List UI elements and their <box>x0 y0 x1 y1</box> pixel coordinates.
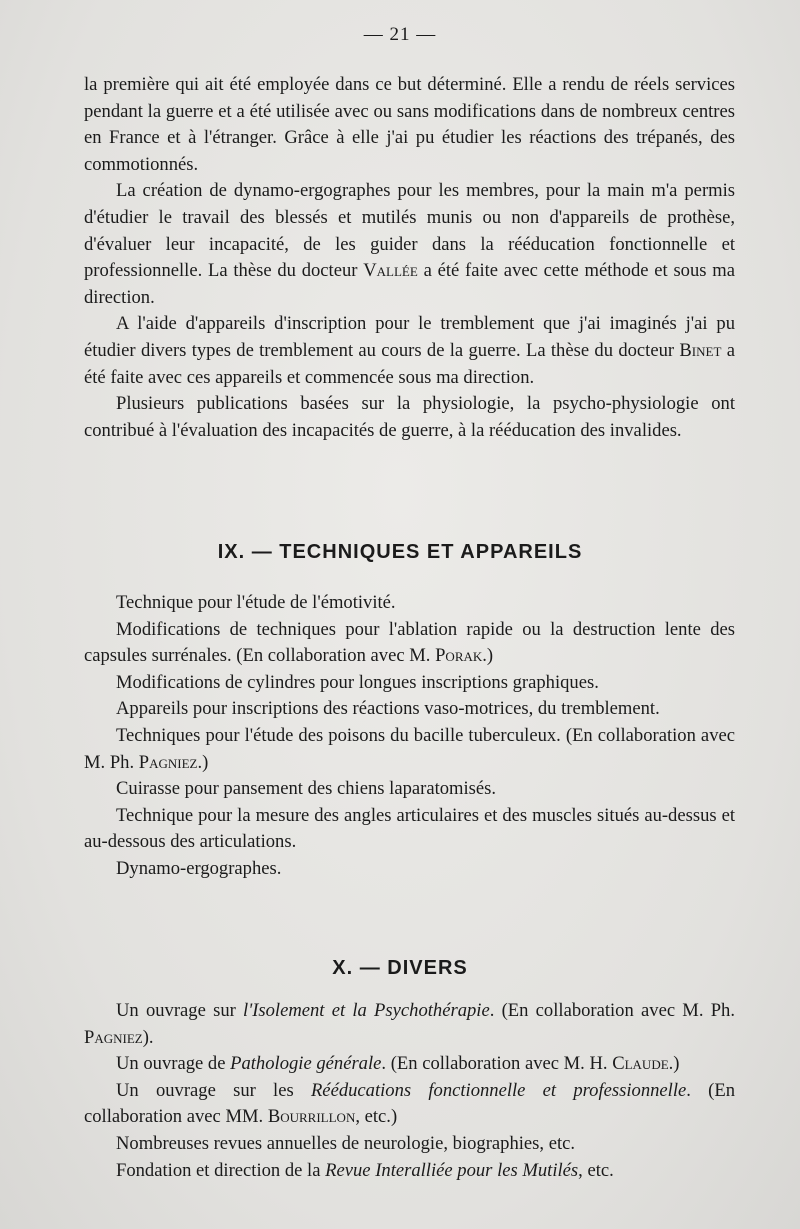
list-item: Cuirasse pour pansement des chiens laparatomisés. <box>116 778 497 800</box>
paragraph: la première qui ait été employée dans ce but déterminé. Elle a rendu de réels services pendant la guerre et a été utilisée avec ou sans modifications dans de nombreux centres en France et à l'étranger. Grâce à elle j'ai pu étudier les réactions des trépanés, des commotionnés. <box>84 74 735 175</box>
list-item: Fondation et direction de la Revue Interalliée pour les Mutilés, etc. <box>116 1159 614 1181</box>
page-number: — 21 — <box>363 24 437 45</box>
list-item: Technique pour l'étude de l'émotivité. <box>116 592 396 613</box>
author-name: Bourrillon <box>267 1106 356 1128</box>
author-name: Pagniez <box>84 1026 143 1048</box>
paragraph: Plusieurs publications basées sur la physiologie, la psycho-physiologie ont contribué à l'évaluation des incapacités de guerre, à la rééducation des invalides. <box>84 393 735 441</box>
author-name: Pagniez <box>138 751 198 773</box>
list-item: Technique pour la mesure des angles articulaires et des muscles situés au-dessus et au-dessous des articulations. <box>84 804 735 853</box>
author-name: Binet <box>679 339 722 361</box>
list-item: Dynamo-ergographes. <box>116 857 282 879</box>
author-name: Porak <box>435 645 483 667</box>
author-name: Claude <box>612 1053 669 1075</box>
list-item: Appareils pour inscriptions des réactions vaso-motrices, du tremblement. <box>116 698 660 720</box>
divers-list <box>84 998 735 1184</box>
list-item: Modifications de techniques pour l'ablation rapide ou la destruction lente des capsules surrénales. (En collaboration avec M. Porak.) <box>84 618 735 667</box>
paragraph: La création de dynamo-ergographes pour les membres, pour la main m'a permis d'étudier le travail des blessés et mutilés munis ou non d'appareils de prothèse, d'évaluer leur incapacité, de les guider dans la rééducation fonctionnelle et professionnelle. La thèse du docteur Vallée a été faite avec cette méthode et sous ma direction. <box>84 180 735 308</box>
list-item: Un ouvrage sur les Rééducations fonctionnelle et professionnelle. (En collaboration avec MM. Bourrillon, etc.) <box>84 1079 735 1128</box>
list-item: Modifications de cylindres pour longues inscriptions graphiques. <box>116 671 599 693</box>
section-heading-divers: X. — DIVERS <box>332 957 468 979</box>
intro-text <box>84 72 735 444</box>
book-title: Rééducations fonctionnelle et professionnelle <box>310 1079 687 1101</box>
book-title: Pathologie générale <box>230 1053 382 1075</box>
paragraph: A l'aide d'appareils d'inscription pour le tremblement que j'ai imaginés j'ai pu étudier divers types de tremblement au cours de la guerre. La thèse du docteur Binet a été faite avec ces appareils et commencée sous ma direction. <box>84 313 735 388</box>
author-name: Vallée <box>363 260 418 282</box>
list-item: Techniques pour l'étude des poisons du bacille tuberculeux. (En collaboration avec M. Ph. Pagniez.) <box>84 724 735 773</box>
list-item: Nombreuses revues annuelles de neurologie, biographies, etc. <box>116 1132 576 1154</box>
list-item: Un ouvrage de Pathologie générale. (En collaboration avec M. H. Claude.) <box>116 1053 680 1075</box>
list-item: Un ouvrage sur l'Isolement et la Psychothérapie. (En collaboration avec M. Ph. Pagniez). <box>84 1000 736 1048</box>
section-heading-techniques: IX. — TECHNIQUES ET APPAREILS <box>217 541 583 563</box>
journal-title: Revue Interalliée pour les Mutilés <box>325 1159 579 1181</box>
book-title: l'Isolement et la Psychothérapie <box>243 1000 490 1021</box>
techniques-list <box>84 590 735 883</box>
